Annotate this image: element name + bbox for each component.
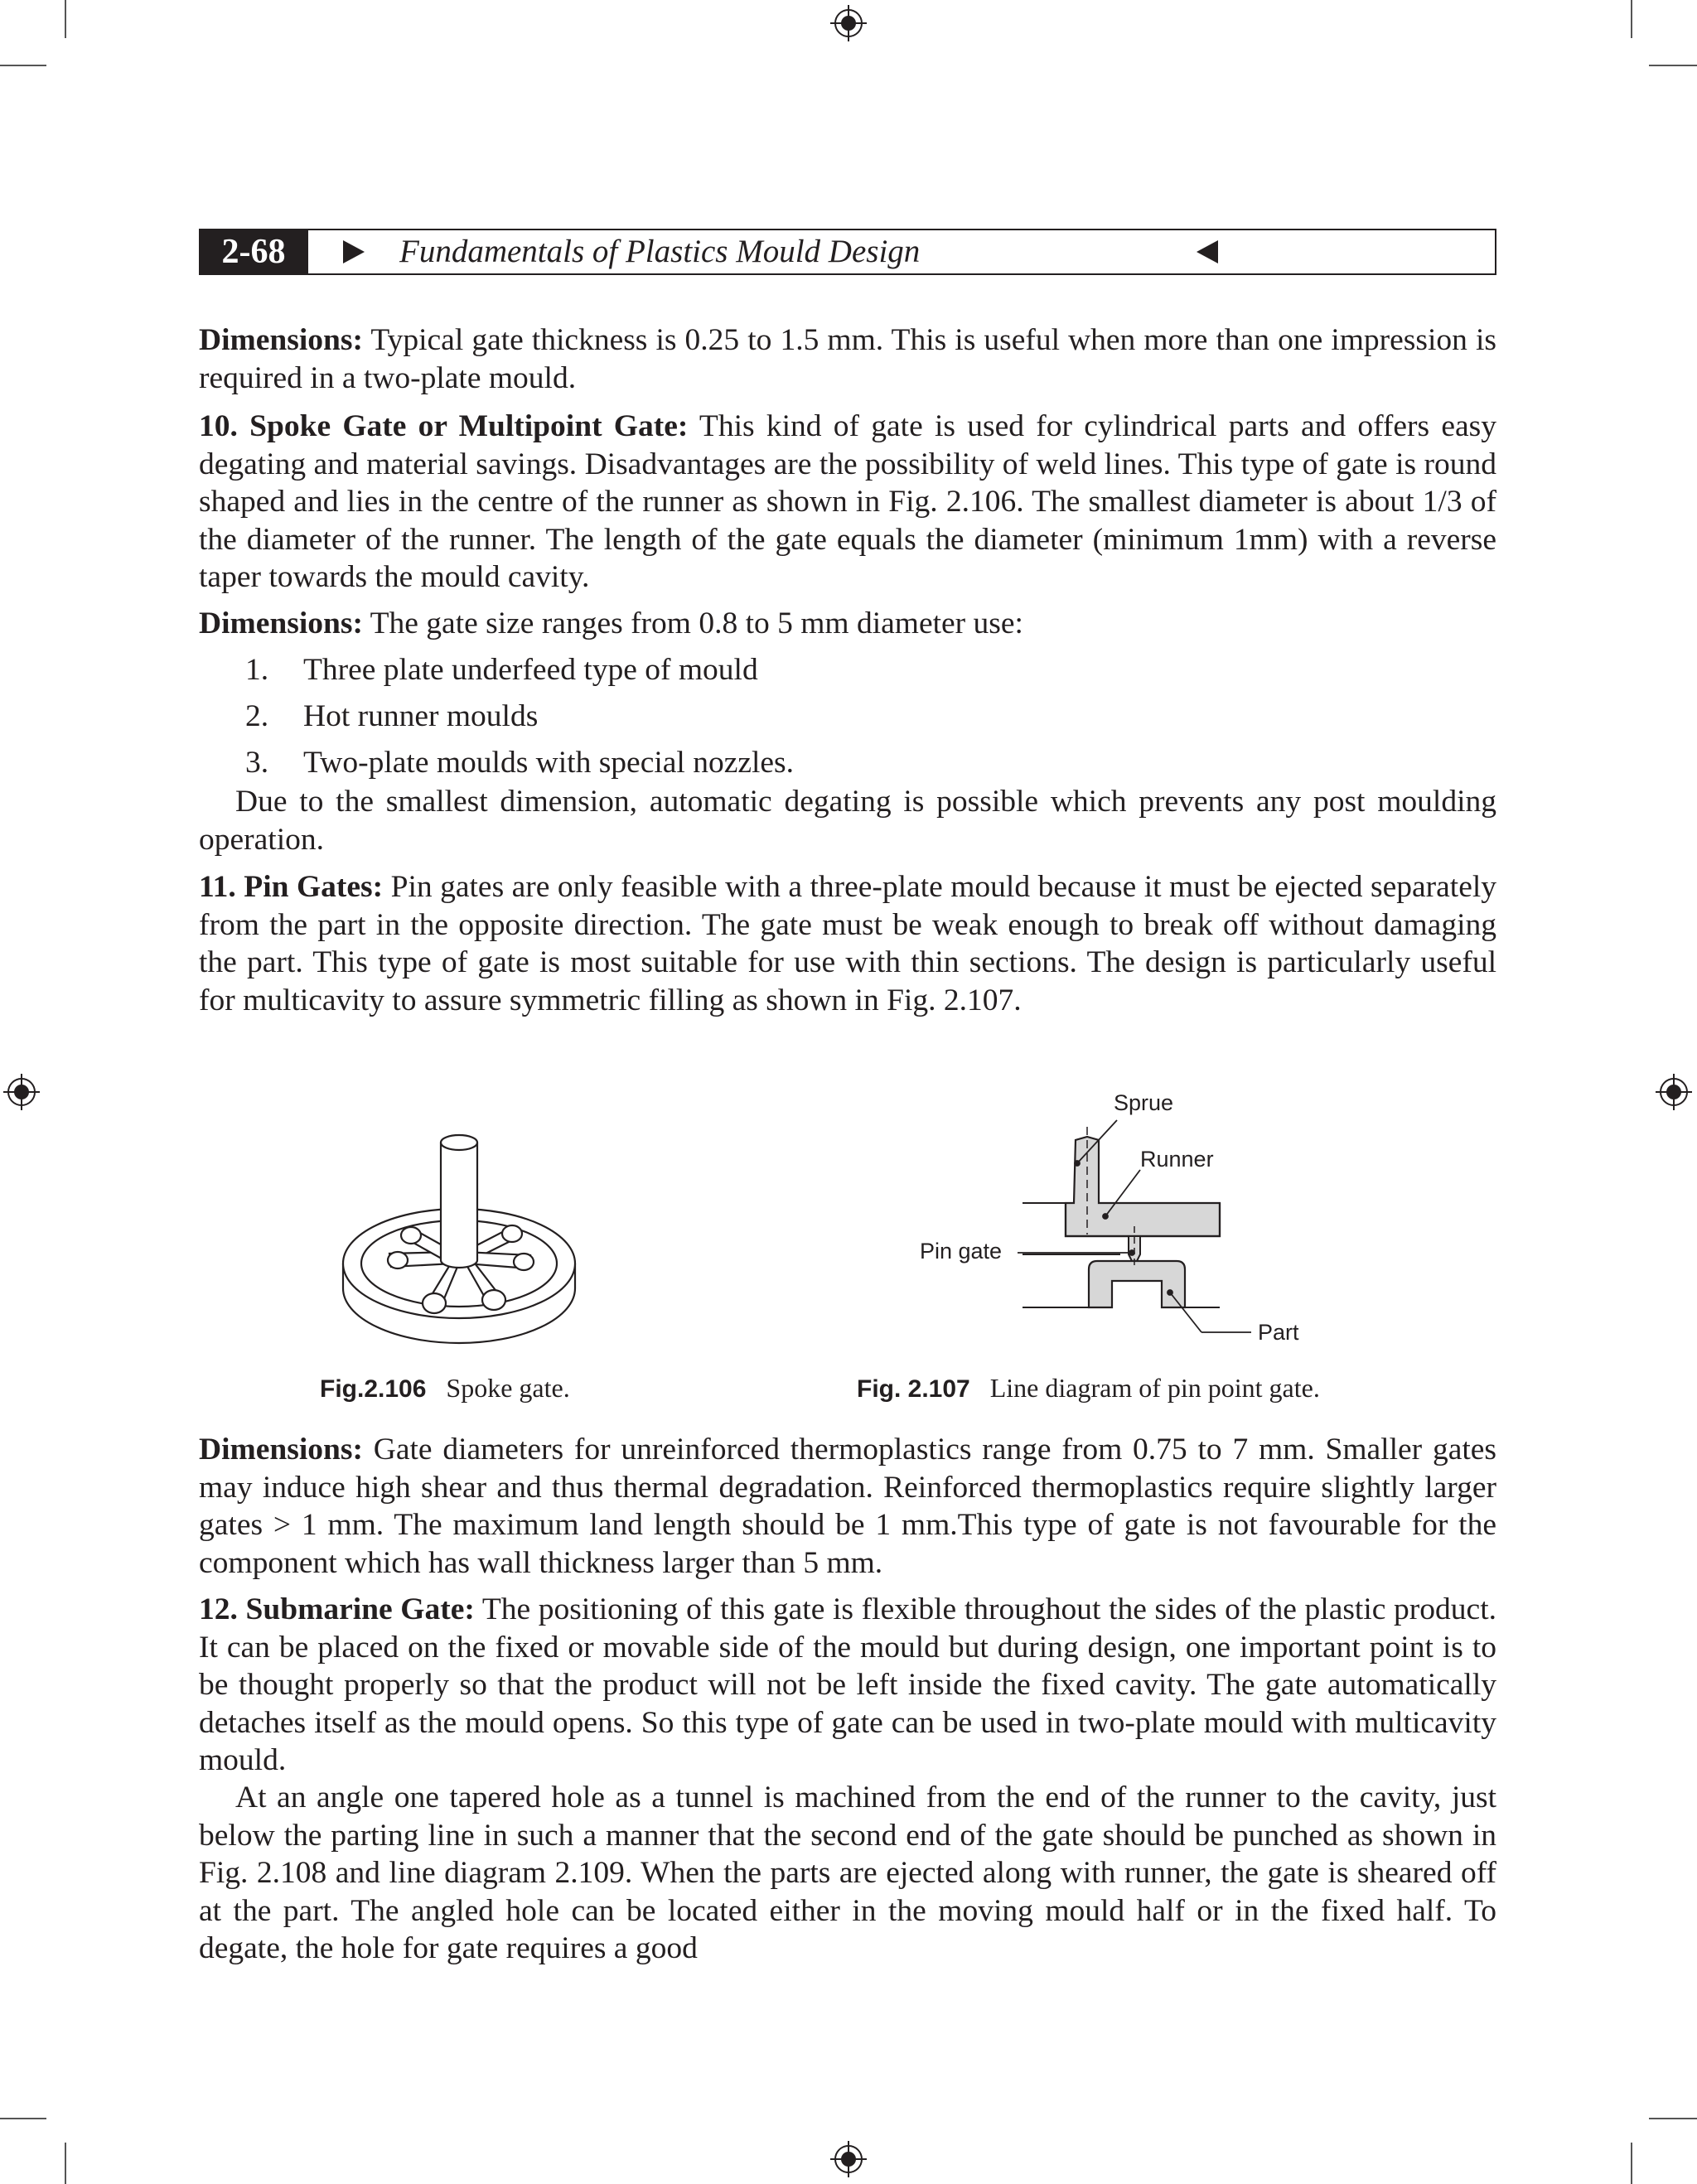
triangle-right-icon (343, 240, 365, 263)
figure-caption-107 (857, 1371, 1320, 1406)
paragraph-text: Typical gate thickness is 0.25 to 1.5 mm. This is useful when more than one impression is required in a two-plate mould. (199, 323, 1496, 395)
paragraph-text: The gate size ranges from 0.8 to 5 mm diameter use: (362, 606, 1023, 640)
paragraph-label: Dimensions: (199, 1433, 363, 1466)
paragraph-text: This kind of gate is used for cylindrical parts and offers easy degating and material savings. Disadvantages are the possibility of weld lines. This type of gate is round shaped and lies in the centre of the runner as shown in Fig. 2.106. The smallest diameter is about 1/3 of the diameter of the runner. The length of the gate equals the diameter (minimum 1mm) with a reverse taper towards the mould cavity. (199, 409, 1497, 594)
label-pin-gate: Pin gate (920, 1239, 1003, 1264)
label-sprue: Sprue (1114, 1090, 1174, 1115)
paragraph-pin-gates (199, 868, 1496, 1019)
spoke-gate-figure (331, 1131, 588, 1355)
list-text: Three plate underfeed type of mould (303, 653, 758, 687)
crop-mark (65, 0, 66, 38)
paragraph-text: Gate diameters for unreinforced thermoplastics range from 0.75 to 7 mm. Smaller gates may induce high shear and thus thermal degradation. Reinforced thermoplastics require slightly larger gates > 1 mm. The maximum land length should be 1 mm.This type of gate is not favourable for the component which has wall thickness larger than 5 mm. (199, 1433, 1496, 1580)
list-number: 3. (245, 746, 269, 780)
crop-mark (0, 2118, 46, 2119)
crop-mark (1631, 2143, 1632, 2184)
figure-caption-text: Spoke gate. (446, 1373, 570, 1403)
figure-caption-text: Line diagram of pin point gate. (989, 1373, 1320, 1403)
list-number: 1. (245, 653, 269, 687)
paragraph-degating (199, 783, 1496, 858)
page-number: 2-68 (199, 229, 308, 275)
pin-gate-figure (903, 1077, 1367, 1351)
figure-caption-106 (320, 1371, 570, 1406)
paragraph-label: Dimensions: (199, 606, 363, 640)
paragraph-label: 11. Pin Gates: (199, 870, 384, 904)
paragraph-label: Dimensions: (199, 323, 363, 357)
book-title: Fundamentals of Plastics Mould Design (399, 234, 921, 269)
crop-mark (0, 65, 46, 66)
triangle-left-icon (1197, 240, 1218, 263)
paragraph-dimensions-2 (199, 605, 1496, 643)
paragraph-label: 12. Submarine Gate: (199, 1592, 475, 1626)
paragraph-tunnel (199, 1779, 1496, 1968)
paragraph-dimensions-3 (199, 1431, 1496, 1582)
crop-mark (65, 2143, 66, 2184)
paragraph-text: Pin gates are only feasible with a three-plate mould because it must be ejected separately from the part in the opposite direction. The gate must be weak enough to break off without damaging the part. This type of gate is most suitable for use with thin sections. The design is particularly useful for multicavity to assure symmetric filling as shown in Fig. 2.107. (199, 870, 1497, 1017)
registration-mark-top (829, 3, 868, 43)
figure-label: Fig. 2.107 (857, 1375, 970, 1403)
list-text: Hot runner moulds (303, 699, 539, 733)
paragraph-submarine-gate (199, 1591, 1496, 1780)
running-header (199, 229, 1496, 275)
crop-mark (1649, 65, 1697, 66)
figure-label: Fig.2.106 (320, 1375, 427, 1403)
crop-mark (1649, 2118, 1697, 2119)
paragraph-label: 10. Spoke Gate or Multipoint Gate: (199, 409, 689, 443)
registration-mark-left (2, 1072, 41, 1112)
list-number: 2. (245, 699, 269, 733)
paragraph-text: The positioning of this gate is flexible throughout the sides of the plastic product. It can be placed on the fixed or movable side of the mould but during design, one important point is to be thought properly so that the product will not be left inside the fixed cavity. The gate automatically detaches itself as the mould opens. So this type of gate can be used in two-plate mould with multicavity mould. (199, 1592, 1496, 1777)
registration-mark-bottom (829, 2139, 868, 2179)
paragraph-text: At an angle one tapered hole as a tunnel is machined from the end of the runner to the cavity, just below the parting line in such a manner that the second end of the gate should be punched as shown in Fig. 2.108 and line diagram 2.109. When the parts are ejected along with runner, the gate is sheared off at the part. The angled hole can be located either in the moving mould half or in the fixed half. To degate, the hole for gate requires a good (199, 1781, 1496, 1965)
paragraph-text: Due to the smallest dimension, automatic degating is possible which prevents any post moulding operation. (199, 785, 1496, 857)
paragraph-spoke-gate (199, 408, 1496, 597)
crop-mark (1631, 0, 1632, 38)
list-item (245, 744, 794, 782)
list-item (245, 651, 758, 689)
paragraph-dimensions-1 (199, 321, 1496, 397)
registration-mark-right (1654, 1072, 1694, 1112)
list-text: Two-plate moulds with special nozzles. (303, 746, 795, 780)
label-runner: Runner (1140, 1147, 1214, 1172)
label-part: Part (1258, 1320, 1299, 1345)
list-item (245, 698, 538, 736)
